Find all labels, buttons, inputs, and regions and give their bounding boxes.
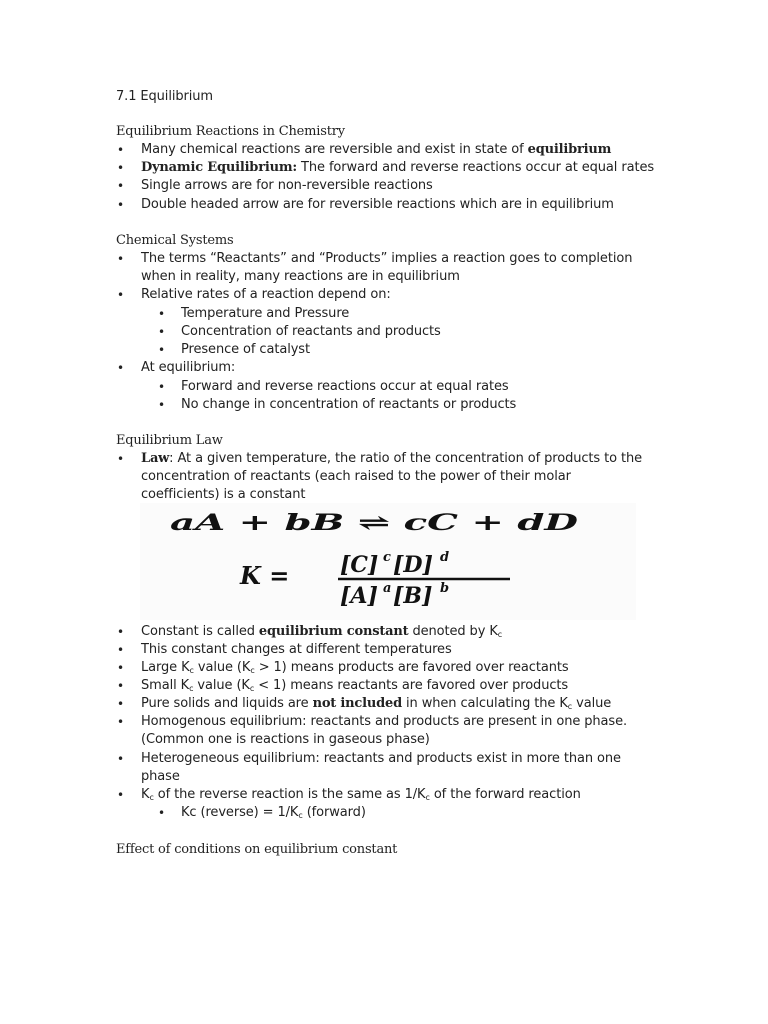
list-item: $K_c$ of the reverse reaction is the same as $1/K_c$ of the forward reaction bbox=[141, 787, 581, 802]
bullet: • bbox=[117, 697, 125, 711]
sub-list-item: Temperature and Pressure bbox=[181, 306, 350, 321]
list-item-continuation: concentration of reactants (each raised to the power of their molar bbox=[141, 469, 571, 484]
bullet: • bbox=[117, 179, 125, 193]
reaction-equation: aA + bB ⇌ cC + dD bbox=[170, 510, 578, 536]
svg-text:d: d bbox=[440, 550, 450, 565]
list-item: Single arrows are for non-reversible reactions bbox=[141, 178, 433, 193]
sub-list-item: Forward and reverse reactions occur at equal rates bbox=[181, 379, 509, 394]
svg-text:[C]: [C] bbox=[340, 552, 379, 578]
svg-text:b: b bbox=[440, 581, 450, 596]
sub-list-item: Kc (reverse) = $1/K_c$ (forward) bbox=[181, 805, 366, 820]
bullet: • bbox=[117, 752, 125, 766]
fraction-denominator bbox=[340, 581, 449, 609]
list-item: Constant is called equilibrium constant denoted by $K_c$ bbox=[141, 624, 503, 639]
bullet: • bbox=[117, 679, 125, 693]
section-heading-law: Equilibrium Law bbox=[116, 433, 223, 448]
bullet: • bbox=[158, 398, 166, 412]
bullet: • bbox=[117, 143, 125, 157]
list-item: Dynamic Equilibrium: The forward and reverse reactions occur at equal rates bbox=[141, 160, 655, 175]
svg-text:[A]: [A] bbox=[340, 583, 378, 609]
bullet: • bbox=[117, 252, 125, 266]
bullet: • bbox=[117, 661, 125, 675]
list-item: At equilibrium: bbox=[141, 360, 236, 375]
fraction-numerator bbox=[340, 550, 449, 578]
list-item: Law: At a given temperature, the ratio of the concentration of products to the bbox=[141, 451, 643, 466]
svg-text:c: c bbox=[383, 550, 391, 565]
list-item: This constant changes at different temperatures bbox=[141, 642, 452, 657]
list-item-continuation: coefficients) is a constant bbox=[141, 487, 306, 502]
bullet: • bbox=[158, 380, 166, 394]
sub-list-item: Concentration of reactants and products bbox=[181, 324, 441, 339]
bullet: • bbox=[158, 325, 166, 339]
bullet: • bbox=[158, 806, 166, 820]
list-item-continuation: phase bbox=[141, 769, 180, 784]
bullet: • bbox=[117, 198, 125, 212]
svg-text:[D]: [D] bbox=[393, 552, 433, 578]
section-heading-effect: Effect of conditions on equilibrium constant bbox=[116, 842, 398, 857]
section-heading-reactions: Equilibrium Reactions in Chemistry bbox=[116, 124, 345, 139]
list-item: Many chemical reactions are reversible and exist in state of equilibrium bbox=[141, 142, 612, 157]
bullet: • bbox=[117, 643, 125, 657]
list-item-continuation: (Common one is reactions in gaseous phase) bbox=[141, 732, 430, 747]
list-item: Small $K_c$ value $(K_c < 1)$ means reactants are favored over products bbox=[141, 678, 569, 693]
bullet: • bbox=[117, 625, 125, 639]
k-lhs: K = bbox=[240, 561, 290, 590]
bullet: • bbox=[117, 715, 125, 729]
list-item: Relative rates of a reaction depend on: bbox=[141, 287, 391, 302]
list-item: Large $K_c$ value $(K_c > 1)$ means products are favored over reactants bbox=[141, 660, 569, 675]
bullet: • bbox=[117, 288, 125, 302]
svg-text:a: a bbox=[383, 581, 392, 596]
bullet: • bbox=[158, 343, 166, 357]
list-item: Pure solids and liquids are not included in when calculating the $K_c$ value bbox=[141, 696, 612, 711]
bullet: • bbox=[158, 307, 166, 321]
list-item: Heterogeneous equilibrium: reactants and products exist in more than one bbox=[141, 751, 621, 766]
sub-list-item: No change in concentration of reactants or products bbox=[181, 397, 517, 412]
page-title: 7.1 Equilibrium bbox=[116, 89, 213, 104]
section-heading-systems: Chemical Systems bbox=[116, 233, 234, 248]
equilibrium-equation-image bbox=[140, 503, 636, 620]
list-item: Homogenous equilibrium: reactants and products are present in one phase. bbox=[141, 714, 628, 729]
bullet: • bbox=[117, 452, 125, 466]
sub-list-item: Presence of catalyst bbox=[181, 342, 310, 357]
bullet: • bbox=[117, 788, 125, 802]
list-item-continuation: when in reality, many reactions are in equilibrium bbox=[141, 269, 460, 284]
bullet: • bbox=[117, 361, 125, 375]
list-item: The terms “Reactants” and “Products” implies a reaction goes to completion bbox=[141, 251, 633, 266]
bullet: • bbox=[117, 161, 125, 175]
list-item: Double headed arrow are for reversible reactions which are in equilibrium bbox=[141, 197, 614, 212]
svg-text:[B]: [B] bbox=[393, 583, 433, 609]
